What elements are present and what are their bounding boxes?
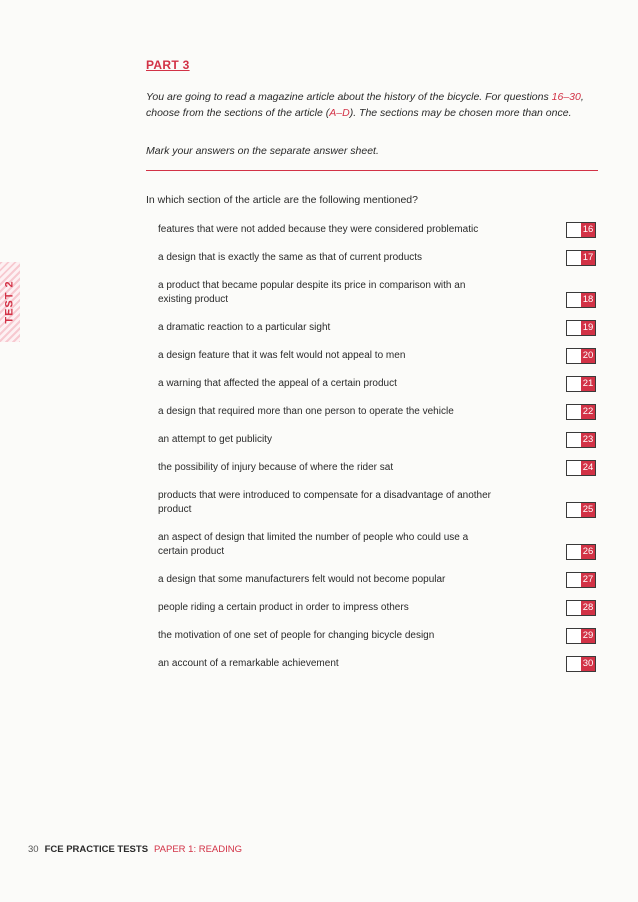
question-number-26: 26 <box>582 546 594 557</box>
question-number-22: 22 <box>582 406 594 417</box>
answer-box-25[interactable] <box>566 502 596 518</box>
side-tab-text: TEST 2 <box>4 280 17 324</box>
question-number-29: 29 <box>582 630 594 641</box>
item-text-20: a design feature that it was felt would not appeal to men <box>158 350 406 361</box>
question-number-24: 24 <box>582 462 594 473</box>
question-number-17: 17 <box>582 252 594 263</box>
answer-box-27[interactable] <box>566 572 596 588</box>
answer-box-30[interactable] <box>566 656 596 672</box>
divider-rule <box>146 170 598 171</box>
question-number-27: 27 <box>582 574 594 585</box>
question-number-23: 23 <box>582 434 594 445</box>
book-title: FCE PRACTICE TESTS <box>44 844 149 855</box>
item-text-19: a dramatic reaction to a particular sight <box>158 322 331 333</box>
page-number: 30 <box>28 844 39 855</box>
item-text-24: the possibility of injury because of where the rider sat <box>158 462 394 473</box>
item-text-25: products that were introduced to compensate for a disadvantage of another product <box>158 490 491 515</box>
answer-box-22[interactable] <box>566 404 596 420</box>
question-number-19: 19 <box>582 322 594 333</box>
intro-text-part-1: You are going to read a magazine article about the history of the bicycle. For questions <box>146 91 552 103</box>
item-text-26: an aspect of design that limited the number of people who could use a certain product <box>158 532 469 557</box>
item-text-28: people riding a certain product in order to impress others <box>158 602 409 613</box>
answer-box-21[interactable] <box>566 376 596 392</box>
part-title: PART 3 <box>146 58 190 72</box>
question-number-30: 30 <box>582 658 594 669</box>
answer-box-19[interactable] <box>566 320 596 336</box>
item-text-27: a design that some manufacturers felt would not become popular <box>158 574 446 585</box>
answer-box-23[interactable] <box>566 432 596 448</box>
item-text-21: a warning that affected the appeal of a certain product <box>158 378 397 389</box>
item-text-18: a product that became popular despite its price in comparison with an existing product <box>158 280 466 305</box>
item-text-22: a design that required more than one person to operate the vehicle <box>158 406 454 417</box>
question-number-21: 21 <box>582 378 594 389</box>
question-prompt: In which section of the article are the following mentioned? <box>146 194 418 206</box>
answer-box-18[interactable] <box>566 292 596 308</box>
question-number-18: 18 <box>582 294 594 305</box>
question-number-28: 28 <box>582 602 594 613</box>
answer-box-16[interactable] <box>566 222 596 238</box>
question-number-16: 16 <box>582 224 594 235</box>
answer-box-17[interactable] <box>566 250 596 266</box>
item-text-30: an account of a remarkable achievement <box>158 658 339 669</box>
intro-text-part-3: ). The sections may be chosen more than once. <box>349 107 572 119</box>
answer-instruction: Mark your answers on the separate answer sheet. <box>146 145 379 157</box>
section-range: A–D <box>329 107 350 119</box>
item-text-23: an attempt to get publicity <box>158 434 272 445</box>
paper-label: PAPER 1: READING <box>154 844 243 855</box>
intro-text-part-2: , choose from the sections of the article ( <box>146 91 584 119</box>
answer-box-26[interactable] <box>566 544 596 560</box>
item-text-29: the motivation of one set of people for changing bicycle design <box>158 630 435 641</box>
answer-box-29[interactable] <box>566 628 596 644</box>
page-footer <box>28 844 242 855</box>
item-text-17: a design that is exactly the same as that of current products <box>158 252 423 263</box>
intro-text <box>146 89 606 121</box>
answer-box-20[interactable] <box>566 348 596 364</box>
answer-box-24[interactable] <box>566 460 596 476</box>
side-tab-label <box>0 262 20 342</box>
question-number-20: 20 <box>582 350 594 361</box>
item-text-16: features that were not added because they were considered problematic <box>158 224 479 235</box>
answer-box-28[interactable] <box>566 600 596 616</box>
question-number-25: 25 <box>582 504 594 515</box>
question-range: 16–30 <box>551 91 581 103</box>
